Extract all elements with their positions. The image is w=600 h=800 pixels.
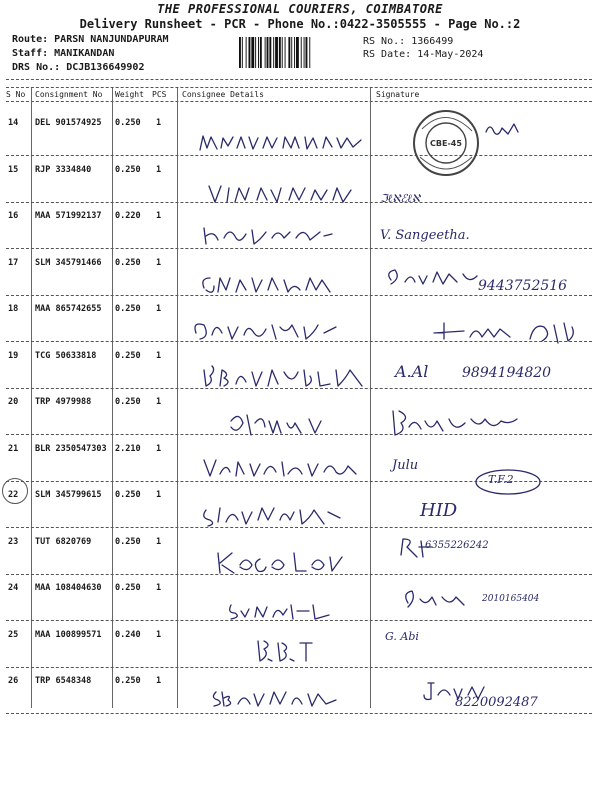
signature-22: HID xyxy=(420,500,458,521)
row-sno: 26 xyxy=(8,676,19,686)
column-separator xyxy=(370,88,371,708)
consignee-handwriting-19 xyxy=(200,360,370,394)
svg-text:CBE-45: CBE-45 xyxy=(430,139,462,148)
barcode-bar xyxy=(260,37,262,68)
row-consignment-no: TUT 6820769 xyxy=(35,536,92,547)
barcode-bar xyxy=(239,37,241,68)
barcode-bar xyxy=(267,37,269,68)
signature-circle-text-21: T.F.2 xyxy=(488,473,514,486)
row-consignment-no: TRP 4979988 xyxy=(35,397,92,407)
row-22-circle-mark xyxy=(2,478,28,504)
row-pcs: 1 xyxy=(156,350,162,361)
signature-phone-17: 9443752516 xyxy=(478,278,568,294)
col-consignee-header: Consignee Details xyxy=(182,90,264,99)
signature-25: G. Abi xyxy=(385,630,419,643)
signature-scribble-15: ℑℓℵℰℓℵ xyxy=(380,192,420,205)
signature-scribble-18 xyxy=(430,315,580,347)
consignee-handwriting-16 xyxy=(200,220,335,250)
row-sno: 23 xyxy=(8,536,19,547)
row-weight: 0.250 xyxy=(115,257,141,268)
consignee-handwriting-26 xyxy=(208,682,343,710)
col-weight-header: Weight xyxy=(115,90,144,99)
barcode xyxy=(238,37,354,68)
rs-no-line xyxy=(363,36,453,47)
barcode-bar xyxy=(279,37,281,68)
row-divider xyxy=(6,620,592,621)
row-pcs: 1 xyxy=(156,304,162,314)
row-sno: 21 xyxy=(8,443,19,454)
row-divider xyxy=(6,574,592,575)
barcode-bar xyxy=(258,37,259,68)
signature-phone-19: 9894194820 xyxy=(462,365,552,381)
row-divider xyxy=(6,388,592,389)
consignee-handwriting-21 xyxy=(198,452,363,482)
row-pcs: 1 xyxy=(156,211,162,221)
row-pcs: 1 xyxy=(156,583,162,593)
route-line xyxy=(12,34,169,45)
col-signature-header: Signature xyxy=(376,90,420,99)
row-weight: 0.250 xyxy=(115,536,141,547)
row-pcs: 1 xyxy=(156,118,162,128)
column-separator xyxy=(112,88,113,708)
col-sno-header: S No xyxy=(6,90,26,99)
col-pcs-header: PCS xyxy=(152,90,167,99)
row-sno: 16 xyxy=(8,211,19,221)
row-divider xyxy=(6,295,592,296)
row-divider xyxy=(6,527,592,528)
col-consignment-header: Consignment No xyxy=(35,90,103,99)
row-divider xyxy=(6,202,592,203)
barcode-bar xyxy=(255,37,256,68)
barcode-bar xyxy=(306,37,308,68)
barcode-bar xyxy=(249,37,251,68)
staff-label: Staff: xyxy=(12,48,49,59)
row-pcs: 1 xyxy=(156,490,162,500)
barcode-bar xyxy=(282,37,283,68)
row-consignment-no: BLR 2350547303 xyxy=(35,443,107,454)
row-divider xyxy=(6,713,592,714)
consignee-handwriting-15 xyxy=(205,180,365,208)
row-sno: 14 xyxy=(8,118,19,128)
row-pcs: 1 xyxy=(156,164,162,175)
barcode-bar xyxy=(246,37,247,68)
row-consignment-no: SLM 345791466 xyxy=(35,257,102,268)
row-divider xyxy=(6,341,592,342)
row-sno: 17 xyxy=(8,257,19,268)
page-title: THE PROFESSIONAL COURIERS, COIMBATORE xyxy=(157,2,443,16)
rs-no-label: RS No.: xyxy=(363,36,406,47)
row-consignment-no: SLM 345799615 xyxy=(35,490,102,500)
row-sno: 20 xyxy=(8,397,19,407)
row-consignment-no: DEL 901574925 xyxy=(35,118,102,128)
row-pcs: 1 xyxy=(156,536,162,547)
row-divider xyxy=(6,667,592,668)
row-weight: 0.250 xyxy=(115,583,141,593)
rs-date-label: RS Date: xyxy=(363,49,412,60)
barcode-bar xyxy=(309,37,310,68)
signature-phone-26: 8220092487 xyxy=(455,695,538,710)
drs-line xyxy=(12,62,144,73)
barcode-bar xyxy=(269,37,271,68)
row-consignment-no: RJP 3334840 xyxy=(35,164,92,175)
rs-date-line xyxy=(363,49,483,60)
signature-scribble-14 xyxy=(482,118,522,140)
barcode-bar xyxy=(304,37,305,68)
route-value: PARSN NANJUNDAPURAM xyxy=(54,34,169,45)
row-sno: 19 xyxy=(8,350,19,361)
row-pcs: 1 xyxy=(156,397,162,407)
row-weight: 0.250 xyxy=(115,164,141,175)
drs-label: DRS No.: xyxy=(12,62,61,73)
row-divider xyxy=(6,155,592,156)
company-stamp xyxy=(410,107,482,179)
column-separator xyxy=(31,88,32,708)
row-sno: 25 xyxy=(8,629,19,640)
rs-date-value: 14-May-2024 xyxy=(417,49,484,60)
consignee-handwriting-20 xyxy=(225,407,335,441)
barcode-bar xyxy=(242,37,243,68)
row-weight: 0.250 xyxy=(115,490,141,500)
row-consignment-no: MAA 108404630 xyxy=(35,583,102,593)
divider xyxy=(6,101,592,102)
drs-value: DCJB136649902 xyxy=(66,62,145,73)
row-sno: 22 xyxy=(8,490,19,500)
barcode-bar xyxy=(294,37,295,68)
barcode-bar xyxy=(285,37,286,68)
row-weight: 0.250 xyxy=(115,397,141,407)
signature-phone-23: 6355226242 xyxy=(425,540,489,551)
barcode-bar xyxy=(291,37,292,68)
route-label: Route: xyxy=(12,34,49,45)
signature-scribble-17 xyxy=(385,262,485,290)
row-consignment-no: TCG 50633818 xyxy=(35,350,97,361)
divider xyxy=(6,79,592,80)
row-consignment-no: MAA 865742655 xyxy=(35,304,102,314)
signature-scribble-24 xyxy=(400,585,470,611)
divider xyxy=(6,87,592,88)
row-sno: 24 xyxy=(8,583,19,593)
staff-value: MANIKANDAN xyxy=(54,48,115,59)
barcode-bar xyxy=(265,37,266,68)
row-pcs: 1 xyxy=(156,443,162,454)
row-weight: 2.210 xyxy=(115,443,141,454)
row-consignment-no: MAA 100899571 xyxy=(35,629,102,640)
barcode-bar xyxy=(251,37,254,68)
signature-scribble-20 xyxy=(385,405,525,441)
row-divider xyxy=(6,248,592,249)
row-consignment-no: TRP 6548348 xyxy=(35,676,92,686)
row-weight: 0.250 xyxy=(115,304,141,314)
signature-phone-24: 2010165404 xyxy=(482,594,540,604)
row-pcs: 1 xyxy=(156,257,162,268)
row-weight: 0.250 xyxy=(115,350,141,361)
row-weight: 0.240 xyxy=(115,629,141,640)
row-weight: 0.220 xyxy=(115,211,141,221)
barcode-bar xyxy=(296,37,299,68)
rs-no-value: 1366499 xyxy=(411,36,454,47)
row-pcs: 1 xyxy=(156,676,162,686)
row-consignment-no: MAA 571992137 xyxy=(35,211,102,221)
row-weight: 0.250 xyxy=(115,118,141,128)
page-subtitle: Delivery Runsheet - PCR - Phone No.:0422-3505555 - Page No.:2 xyxy=(79,17,521,31)
row-weight: 0.250 xyxy=(115,676,141,686)
consignee-handwriting-24 xyxy=(225,595,335,621)
row-sno: 15 xyxy=(8,164,19,175)
barcode-bar xyxy=(273,37,274,68)
barcode-bar xyxy=(275,37,278,68)
staff-line xyxy=(12,48,114,59)
signature-21: Julu xyxy=(392,458,419,473)
column-separator xyxy=(177,88,178,708)
row-sno: 18 xyxy=(8,304,19,314)
barcode-bar xyxy=(288,37,290,68)
barcode-bar xyxy=(301,37,302,68)
row-divider xyxy=(6,434,592,435)
row-pcs: 1 xyxy=(156,629,162,640)
signature-16: V. Sangeetha. xyxy=(380,228,470,243)
consignee-handwriting-14 xyxy=(195,128,370,158)
signature-19: A.Al xyxy=(395,362,429,381)
consignee-handwriting-25 xyxy=(250,635,320,665)
consignee-handwriting-22 xyxy=(198,498,348,530)
